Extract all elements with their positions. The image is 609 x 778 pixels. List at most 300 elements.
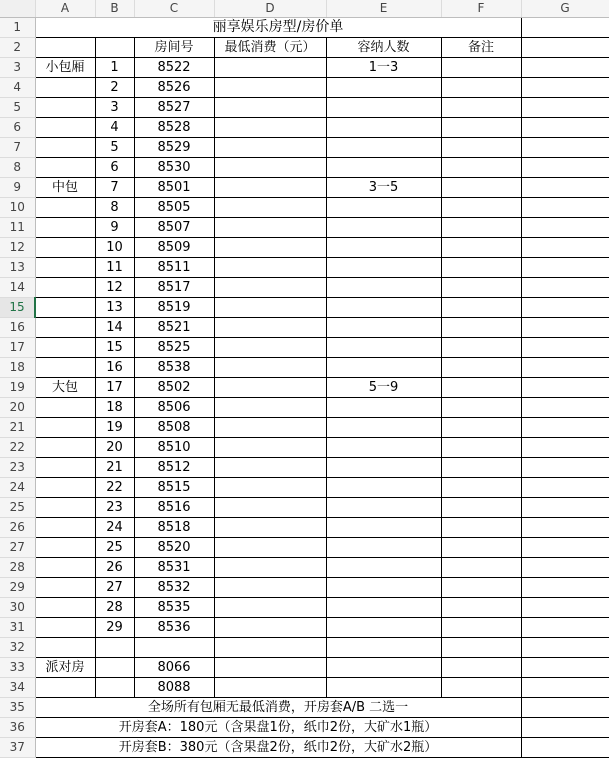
sheet-row-18 [0,358,609,378]
min-spend-cell[interactable] [214,438,326,458]
notes-cell[interactable] [441,298,521,318]
cell[interactable] [521,598,609,618]
notes-cell[interactable] [441,618,521,638]
sheet-row-19 [0,378,609,398]
row-number[interactable]: 6 [95,158,134,178]
room-number[interactable]: 8521 [134,318,214,338]
cell[interactable] [521,378,609,398]
min-spend-cell[interactable] [214,498,326,518]
row-number[interactable]: 16 [95,358,134,378]
row-header[interactable]: 30 [0,598,35,618]
room-number[interactable]: 8526 [134,78,214,98]
cell[interactable] [326,538,441,558]
sheet-row-31 [0,618,609,638]
notes-cell[interactable] [441,558,521,578]
cell[interactable] [326,558,441,578]
cell[interactable] [326,398,441,418]
cell[interactable] [521,278,609,298]
column-header-d[interactable]: D [214,0,326,18]
row-header[interactable]: 34 [0,678,35,698]
room-number[interactable]: 8517 [134,278,214,298]
min-spend-cell[interactable] [214,158,326,178]
cell[interactable] [326,358,441,378]
cell[interactable] [521,518,609,538]
room-number[interactable]: 8536 [134,618,214,638]
room-number[interactable]: 8502 [134,378,214,398]
cell[interactable] [521,238,609,258]
cell[interactable] [134,638,214,658]
row-header[interactable]: 17 [0,338,35,358]
cell[interactable] [35,358,95,378]
cell[interactable] [326,578,441,598]
notes-cell[interactable] [441,358,521,378]
row-header[interactable]: 26 [0,518,35,538]
cell[interactable] [521,718,609,738]
row-header[interactable]: 16 [0,318,35,338]
room-category[interactable]: 中包 [35,178,95,198]
min-spend-cell[interactable] [214,598,326,618]
row-header[interactable]: 37 [0,738,35,758]
room-number[interactable]: 8516 [134,498,214,518]
room-number[interactable]: 8535 [134,598,214,618]
notes-cell[interactable] [441,518,521,538]
sheet-row-28 [0,558,609,578]
cell[interactable] [521,698,609,718]
row-header[interactable]: 25 [0,498,35,518]
room-number[interactable]: 8530 [134,158,214,178]
capacity-cell[interactable]: 3一5 [326,178,441,198]
row-header[interactable]: 9 [0,178,35,198]
cell[interactable] [35,138,95,158]
cell[interactable] [521,478,609,498]
row-number[interactable]: 28 [95,598,134,618]
room-category[interactable]: 派对房 [35,658,95,678]
notes-cell[interactable] [441,458,521,478]
row-number[interactable]: 5 [95,138,134,158]
column-header-b[interactable]: B [95,0,134,18]
cell-g1[interactable] [521,18,609,38]
row-header[interactable]: 19 [0,378,35,398]
row-number[interactable]: 27 [95,578,134,598]
row-header[interactable]: 10 [0,198,35,218]
cell[interactable] [521,338,609,358]
row-header[interactable]: 14 [0,278,35,298]
min-spend-cell[interactable] [214,458,326,478]
cell[interactable] [521,318,609,338]
room-number[interactable]: 8528 [134,118,214,138]
notes-cell[interactable] [441,498,521,518]
cell[interactable] [35,78,95,98]
cell[interactable] [35,258,95,278]
cell[interactable] [326,98,441,118]
cell[interactable] [326,78,441,98]
notes-cell[interactable] [441,158,521,178]
row-number[interactable]: 19 [95,418,134,438]
note-line[interactable]: 开房套A：180元（含果盘1份，纸巾2份，大矿水1瓶） [35,718,521,738]
cell[interactable] [326,638,441,658]
room-number[interactable]: 8501 [134,178,214,198]
cell[interactable] [35,158,95,178]
min-spend-cell[interactable] [214,218,326,238]
cell[interactable] [214,658,326,678]
sheet-row-8 [0,158,609,178]
cell[interactable] [521,558,609,578]
sheet-row-37 [0,738,609,758]
row-number[interactable]: 24 [95,518,134,538]
notes-cell[interactable] [441,218,521,238]
room-number[interactable]: 8538 [134,358,214,378]
min-spend-cell[interactable] [214,258,326,278]
cell[interactable] [35,278,95,298]
cell[interactable] [441,658,521,678]
cell[interactable] [35,598,95,618]
row-header[interactable]: 29 [0,578,35,598]
note-line[interactable]: 开房套B：380元（含果盘2份，纸巾2份，大矿水2瓶） [35,738,521,758]
capacity-cell[interactable]: 5一9 [326,378,441,398]
cell[interactable] [521,578,609,598]
cell[interactable] [95,678,134,698]
cell[interactable] [521,358,609,378]
min-spend-cell[interactable] [214,358,326,378]
row-header[interactable]: 21 [0,418,35,438]
min-spend-cell[interactable] [214,518,326,538]
cell[interactable] [326,338,441,358]
row-header[interactable]: 24 [0,478,35,498]
room-number[interactable]: 8532 [134,578,214,598]
room-category[interactable]: 小包厢 [35,58,95,78]
cell[interactable] [326,258,441,278]
cell[interactable] [35,578,95,598]
cell[interactable] [35,558,95,578]
cell[interactable] [95,638,134,658]
sheet-row-21 [0,418,609,438]
cell[interactable] [521,158,609,178]
row-header[interactable]: 18 [0,358,35,378]
row-number[interactable]: 23 [95,498,134,518]
cell[interactable] [521,418,609,438]
cell[interactable] [521,58,609,78]
min-spend-cell[interactable] [214,78,326,98]
cell[interactable] [326,678,441,698]
min-spend-cell[interactable] [214,538,326,558]
cell[interactable] [95,658,134,678]
cell[interactable] [521,138,609,158]
min-spend-cell[interactable] [214,418,326,438]
select-all-corner[interactable] [0,0,35,18]
cell[interactable] [441,638,521,658]
row-header[interactable]: 15 [0,298,35,318]
min-spend-cell[interactable] [214,338,326,358]
room-number[interactable]: 8512 [134,458,214,478]
cell[interactable] [521,458,609,478]
notes-cell[interactable] [441,238,521,258]
cell[interactable] [35,118,95,138]
cell[interactable] [35,678,95,698]
cell[interactable] [521,178,609,198]
cell[interactable] [521,258,609,278]
header-room-number[interactable]: 房间号 [134,38,214,58]
notes-cell[interactable] [441,138,521,158]
row-number[interactable]: 14 [95,318,134,338]
room-number[interactable]: 8520 [134,538,214,558]
sheet-row-13 [0,258,609,278]
cell[interactable] [35,238,95,258]
room-number[interactable]: 8510 [134,438,214,458]
min-spend-cell[interactable] [214,578,326,598]
row-number[interactable]: 8 [95,198,134,218]
notes-cell[interactable] [441,478,521,498]
row-header[interactable]: 32 [0,638,35,658]
cell[interactable] [35,618,95,638]
cell[interactable] [214,678,326,698]
notes-cell[interactable] [441,538,521,558]
row-header[interactable]: 3 [0,58,35,78]
cell[interactable] [35,478,95,498]
cell[interactable] [326,238,441,258]
row-number[interactable]: 25 [95,538,134,558]
cell[interactable] [521,738,609,758]
room-number[interactable]: 8066 [134,658,214,678]
min-spend-cell[interactable] [214,618,326,638]
note-line[interactable]: 全场所有包厢无最低消费，开房套A/B 二选一 [35,698,521,718]
cell[interactable] [521,78,609,98]
row-header[interactable]: 7 [0,138,35,158]
column-header-e[interactable]: E [326,0,441,18]
room-number[interactable]: 8522 [134,58,214,78]
min-spend-cell[interactable] [214,118,326,138]
cell[interactable] [326,658,441,678]
cell[interactable] [521,98,609,118]
row-number[interactable]: 7 [95,178,134,198]
cell[interactable] [521,658,609,678]
cell[interactable] [326,118,441,138]
row-number[interactable]: 22 [95,478,134,498]
notes-cell[interactable] [441,58,521,78]
cell[interactable] [521,678,609,698]
row-number[interactable]: 3 [95,98,134,118]
row-header[interactable]: 6 [0,118,35,138]
cell[interactable] [35,538,95,558]
cell[interactable] [35,218,95,238]
notes-cell[interactable] [441,438,521,458]
row-header[interactable]: 35 [0,698,35,718]
header-notes[interactable]: 备注 [441,38,521,58]
row-number[interactable]: 1 [95,58,134,78]
row-header[interactable]: 28 [0,558,35,578]
notes-cell[interactable] [441,118,521,138]
notes-cell[interactable] [441,98,521,118]
min-spend-cell[interactable] [214,298,326,318]
header-capacity[interactable]: 容纳人数 [326,38,441,58]
room-number[interactable]: 8088 [134,678,214,698]
row-number[interactable]: 4 [95,118,134,138]
min-spend-cell[interactable] [214,558,326,578]
notes-cell[interactable] [441,378,521,398]
row-header[interactable]: 33 [0,658,35,678]
row-number[interactable]: 2 [95,78,134,98]
row-number[interactable]: 17 [95,378,134,398]
row-header[interactable]: 13 [0,258,35,278]
cell[interactable] [35,498,95,518]
room-number[interactable]: 8509 [134,238,214,258]
room-number[interactable]: 8507 [134,218,214,238]
row-header[interactable]: 11 [0,218,35,238]
row-header[interactable]: 5 [0,98,35,118]
notes-cell[interactable] [441,78,521,98]
cell[interactable] [35,318,95,338]
min-spend-cell[interactable] [214,238,326,258]
row-header[interactable]: 36 [0,718,35,738]
min-spend-cell[interactable] [214,378,326,398]
min-spend-cell[interactable] [214,198,326,218]
row-header[interactable]: 23 [0,458,35,478]
notes-cell[interactable] [441,418,521,438]
cell[interactable] [35,98,95,118]
sheet-row-36 [0,718,609,738]
cell[interactable] [326,418,441,438]
cell[interactable] [214,638,326,658]
row-number[interactable]: 21 [95,458,134,478]
notes-cell[interactable] [441,198,521,218]
cell[interactable] [35,518,95,538]
cell[interactable] [521,298,609,318]
sheet-row-17 [0,338,609,358]
row-header[interactable]: 31 [0,618,35,638]
room-number[interactable]: 8529 [134,138,214,158]
room-number[interactable]: 8506 [134,398,214,418]
room-number[interactable]: 8519 [134,298,214,318]
sheet-row-11 [0,218,609,238]
cell[interactable] [326,218,441,238]
cell[interactable] [35,458,95,478]
cell[interactable] [326,618,441,638]
cell[interactable] [35,298,95,318]
cell-g2[interactable] [521,38,609,58]
cell-a2[interactable] [35,38,95,58]
row-number[interactable]: 12 [95,278,134,298]
cell[interactable] [326,298,441,318]
notes-cell[interactable] [441,278,521,298]
row-header[interactable]: 8 [0,158,35,178]
cell[interactable] [326,598,441,618]
cell[interactable] [35,418,95,438]
column-header-f[interactable]: F [441,0,521,18]
room-number[interactable]: 8508 [134,418,214,438]
min-spend-cell[interactable] [214,178,326,198]
cell[interactable] [35,638,95,658]
room-number[interactable]: 8527 [134,98,214,118]
cell[interactable] [521,438,609,458]
notes-cell[interactable] [441,398,521,418]
cell[interactable] [35,398,95,418]
row-number[interactable]: 20 [95,438,134,458]
min-spend-cell[interactable] [214,58,326,78]
sheet-row-2 [0,38,609,58]
cell[interactable] [326,458,441,478]
row-header[interactable]: 12 [0,238,35,258]
min-spend-cell[interactable] [214,318,326,338]
cell[interactable] [326,278,441,298]
row-header[interactable]: 27 [0,538,35,558]
row-number[interactable]: 11 [95,258,134,278]
notes-cell[interactable] [441,258,521,278]
row-number[interactable]: 10 [95,238,134,258]
row-header[interactable]: 4 [0,78,35,98]
sheet-row-32 [0,638,609,658]
cell[interactable] [521,538,609,558]
min-spend-cell[interactable] [214,278,326,298]
room-number[interactable]: 8518 [134,518,214,538]
cell[interactable] [326,478,441,498]
cell[interactable] [521,498,609,518]
row-number[interactable]: 29 [95,618,134,638]
cell[interactable] [521,398,609,418]
room-number[interactable]: 8525 [134,338,214,358]
cell[interactable] [326,318,441,338]
header-min-spend[interactable]: 最低消费（元） [214,38,326,58]
sheet-title[interactable]: 丽享娱乐房型/房价单 [35,18,521,38]
capacity-cell[interactable]: 1一3 [326,58,441,78]
cell[interactable] [326,498,441,518]
cell[interactable] [35,198,95,218]
row-header[interactable]: 2 [0,38,35,58]
column-header-c[interactable]: C [134,0,214,18]
cell[interactable] [35,438,95,458]
room-category[interactable]: 大包 [35,378,95,398]
row-number[interactable]: 26 [95,558,134,578]
notes-cell[interactable] [441,318,521,338]
cell[interactable] [521,118,609,138]
cell[interactable] [521,198,609,218]
row-header[interactable]: 22 [0,438,35,458]
min-spend-cell[interactable] [214,98,326,118]
cell[interactable] [521,218,609,238]
cell[interactable] [326,438,441,458]
room-number[interactable]: 8531 [134,558,214,578]
cell[interactable] [326,518,441,538]
row-number[interactable]: 9 [95,218,134,238]
cell[interactable] [521,638,609,658]
room-number[interactable]: 8505 [134,198,214,218]
column-header-a[interactable]: A [35,0,95,18]
min-spend-cell[interactable] [214,478,326,498]
sheet-row-27 [0,538,609,558]
row-number[interactable]: 13 [95,298,134,318]
room-number[interactable]: 8511 [134,258,214,278]
sheet-row-1 [0,18,609,38]
room-number[interactable]: 8515 [134,478,214,498]
row-number[interactable]: 15 [95,338,134,358]
column-header-g[interactable]: G [521,0,609,18]
min-spend-cell[interactable] [214,398,326,418]
row-header[interactable]: 1 [0,18,35,38]
row-number[interactable]: 18 [95,398,134,418]
cell[interactable] [441,678,521,698]
cell-b2[interactable] [95,38,134,58]
notes-cell[interactable] [441,578,521,598]
notes-cell[interactable] [441,178,521,198]
cell[interactable] [326,158,441,178]
notes-cell[interactable] [441,598,521,618]
cell[interactable] [326,198,441,218]
row-header[interactable]: 20 [0,398,35,418]
notes-cell[interactable] [441,338,521,358]
min-spend-cell[interactable] [214,138,326,158]
cell[interactable] [326,138,441,158]
cell[interactable] [35,338,95,358]
sheet-row-29 [0,578,609,598]
cell[interactable] [521,618,609,638]
